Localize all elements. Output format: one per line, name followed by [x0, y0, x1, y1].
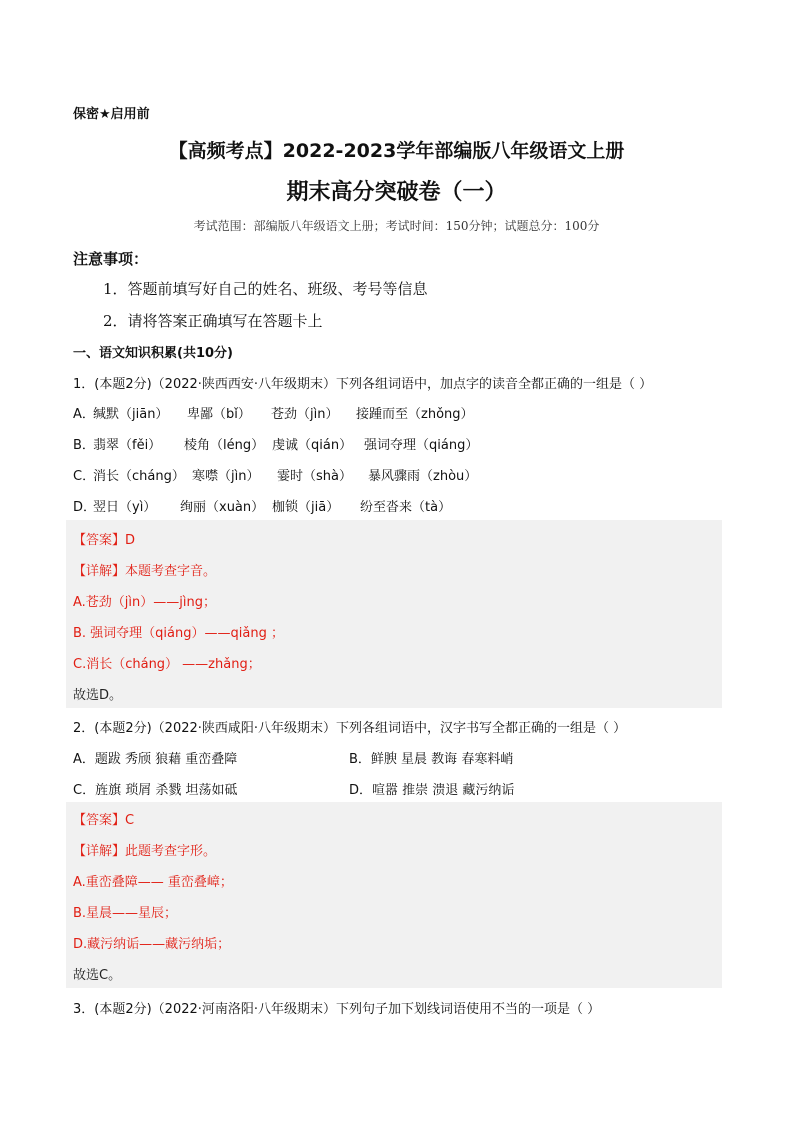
q2-explanation-b: B.星晨——星辰；: [73, 906, 178, 921]
q1-answer-box: [66, 520, 722, 708]
q1-option-d-word-2: 绚丽（xuàn）: [180, 500, 265, 515]
q2-explanation-d: D.藏污纳诟——藏污纳垢；: [73, 937, 231, 952]
q1-option-b-word-2: 棱角（léng）: [184, 438, 265, 453]
q1-option-d-word-4: 纷至沓来（tà）: [360, 500, 452, 515]
q1-option-a-word-3: 苍劲（jìn）: [271, 407, 339, 422]
q2-conclusion: 故选C。: [73, 968, 122, 983]
question-1-stem: 1．(本题2分)（2022·陕西西安·八年级期末）下列各组词语中，加点字的读音全都正确的一组是（ ）: [73, 377, 653, 392]
notice-heading: 注意事项：: [73, 250, 149, 268]
q1-option-c-word-3: 霎时（shà）: [277, 469, 352, 484]
question-2-stem: 2．(本题2分)（2022·陕西咸阳·八年级期末）下列各组词语中，汉字书写全都正确的一组是（ ）: [73, 721, 627, 736]
q1-explanation-b: B. 强词夺理（qiáng）——qiǎng ；: [73, 626, 284, 641]
paper-subtitle: 期末高分突破卷（一）: [286, 180, 507, 205]
q2-answer: 【答案】C: [73, 813, 135, 828]
q1-option-a-word-1: 缄默（jiān）: [93, 407, 169, 422]
q1-option-b-letter: B．: [73, 438, 95, 453]
q2-option-c: C．旌旗 琐屑 杀戮 坦荡如砥: [73, 783, 238, 798]
q2-option-b: B．鲜腴 星晨 教诲 春寒料峭: [349, 752, 514, 767]
exam-info: 考试范围：部编版八年级语文上册；考试时间：150分钟；试题总分：100分: [193, 219, 600, 233]
confidential-label: 保密★启用前: [73, 107, 150, 122]
q2-detail: 【详解】此题考查字形。: [73, 844, 217, 859]
question-3-stem: 3．(本题2分)（2022·河南洛阳·八年级期末）下列句子加下划线词语使用不当的一项是（ ）: [73, 1002, 601, 1017]
q2-option-d: D．喧嚣 推崇 溃退 藏污纳诟: [349, 783, 515, 798]
q1-explanation-c: C.消长（cháng） ——zhǎng；: [73, 657, 261, 672]
q1-option-b-word-1: 翡翠（fěi）: [93, 438, 162, 453]
q1-conclusion: 故选D。: [73, 688, 123, 703]
q1-option-c-word-4: 暴风骤雨（zhòu）: [368, 469, 478, 484]
q2-answer-box: [66, 802, 722, 988]
q1-option-c-word-1: 消长（cháng）: [93, 469, 185, 484]
q2-option-a: A．题跋 秀颀 狼藉 重峦叠障: [73, 752, 238, 767]
q1-option-a-letter: A．: [73, 407, 95, 422]
q1-option-b-word-3: 虔诚（qián）: [272, 438, 353, 453]
q1-option-d-word-3: 枷锁（jiā）: [272, 500, 340, 515]
q1-option-d-letter: D．: [73, 500, 97, 515]
q1-answer: 【答案】D: [73, 533, 136, 548]
q2-explanation-a: A.重峦叠障—— 重峦叠嶂；: [73, 875, 233, 890]
q1-option-a-word-4: 接踵而至（zhǒng）: [356, 407, 474, 422]
q1-explanation-a: A.苍劲（jìn）——jìng；: [73, 595, 216, 610]
notice-item-1: 1．答题前填写好自己的姓名、班级、考号等信息: [103, 280, 428, 298]
section-heading: 一、语文知识积累(共10分): [73, 346, 233, 361]
q1-option-a-word-2: 卑鄙（bǐ）: [187, 407, 251, 422]
q1-option-c-word-2: 寒噤（jìn）: [192, 469, 260, 484]
paper-title: 【高频考点】2022-2023学年部编版八年级语文上册: [168, 140, 625, 162]
q1-option-b-word-4: 强词夺理（qiáng）: [364, 438, 479, 453]
q1-option-c-letter: C．: [73, 469, 96, 484]
q1-option-d-word-1: 翌日（yì）: [93, 500, 157, 515]
notice-item-2: 2．请将答案正确填写在答题卡上: [103, 312, 323, 330]
q1-detail: 【详解】本题考查字音。: [73, 564, 217, 579]
